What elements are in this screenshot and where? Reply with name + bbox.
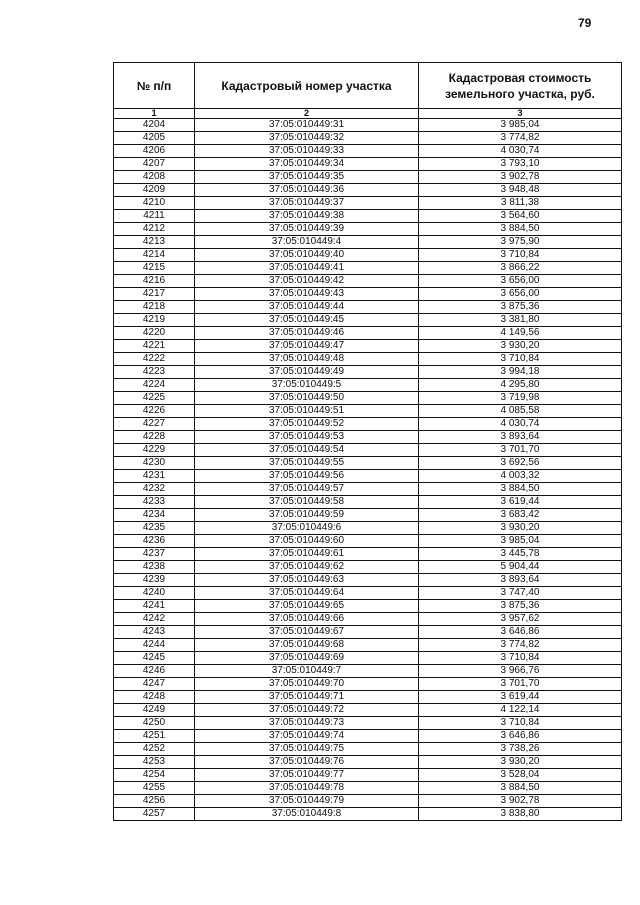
table-row xyxy=(114,756,622,769)
table-row xyxy=(114,704,622,717)
cadastral-value-cell: 3 719,98 xyxy=(419,392,622,405)
cadastral-value-cell: 3 838,80 xyxy=(419,808,622,821)
table-row xyxy=(114,496,622,509)
cadastral-value-cell: 3 985,04 xyxy=(419,535,622,548)
table-row xyxy=(114,405,622,418)
row-number-cell: 4222 xyxy=(114,353,195,366)
cadastral-number-cell: 37:05:010449:64 xyxy=(195,587,419,600)
row-number-cell: 4230 xyxy=(114,457,195,470)
table-row xyxy=(114,171,622,184)
table-row xyxy=(114,418,622,431)
row-number-cell: 4240 xyxy=(114,587,195,600)
table-row xyxy=(114,743,622,756)
table-row xyxy=(114,327,622,340)
table-row xyxy=(114,392,622,405)
cadastral-number-cell: 37:05:010449:79 xyxy=(195,795,419,808)
table-row xyxy=(114,561,622,574)
cadastral-value-cell: 3 701,70 xyxy=(419,678,622,691)
row-number-cell: 4242 xyxy=(114,613,195,626)
table-row xyxy=(114,652,622,665)
column-number: 2 xyxy=(195,109,419,119)
cadastral-number-cell: 37:05:010449:63 xyxy=(195,574,419,587)
table-row xyxy=(114,145,622,158)
cadastral-number-cell: 37:05:010449:60 xyxy=(195,535,419,548)
cadastral-value-cell: 3 710,84 xyxy=(419,652,622,665)
table-row xyxy=(114,535,622,548)
table-row xyxy=(114,522,622,535)
cadastral-number-cell: 37:05:010449:59 xyxy=(195,509,419,522)
row-number-cell: 4244 xyxy=(114,639,195,652)
table-row xyxy=(114,717,622,730)
cadastral-number-cell: 37:05:010449:42 xyxy=(195,275,419,288)
table-row xyxy=(114,444,622,457)
cadastral-number-cell: 37:05:010449:40 xyxy=(195,249,419,262)
row-number-cell: 4252 xyxy=(114,743,195,756)
table-row xyxy=(114,457,622,470)
cadastral-value-cell: 3 710,84 xyxy=(419,249,622,262)
cadastral-number-cell: 37:05:010449:70 xyxy=(195,678,419,691)
cadastral-number-cell: 37:05:010449:72 xyxy=(195,704,419,717)
cadastral-value-cell: 3 930,20 xyxy=(419,340,622,353)
cadastral-value-cell: 3 692,56 xyxy=(419,457,622,470)
table-row xyxy=(114,691,622,704)
row-number-cell: 4214 xyxy=(114,249,195,262)
cadastral-number-cell: 37:05:010449:74 xyxy=(195,730,419,743)
table-row xyxy=(114,275,622,288)
cadastral-value-cell: 4 030,74 xyxy=(419,418,622,431)
row-number-cell: 4213 xyxy=(114,236,195,249)
cadastral-value-cell: 3 710,84 xyxy=(419,717,622,730)
cadastral-value-cell: 3 884,50 xyxy=(419,782,622,795)
cadastral-number-cell: 37:05:010449:33 xyxy=(195,145,419,158)
row-number-cell: 4225 xyxy=(114,392,195,405)
row-number-cell: 4250 xyxy=(114,717,195,730)
cadastral-value-cell: 4 122,14 xyxy=(419,704,622,717)
cadastral-value-cell: 4 030,74 xyxy=(419,145,622,158)
cadastral-value-cell: 3 875,36 xyxy=(419,600,622,613)
cadastral-value-cell: 3 957,62 xyxy=(419,613,622,626)
cadastral-value-cell: 3 884,50 xyxy=(419,483,622,496)
cadastral-number-cell: 37:05:010449:55 xyxy=(195,457,419,470)
cadastral-value-cell: 3 646,86 xyxy=(419,730,622,743)
row-number-cell: 4211 xyxy=(114,210,195,223)
cadastral-number-cell: 37:05:010449:51 xyxy=(195,405,419,418)
cadastral-value-cell: 3 619,44 xyxy=(419,691,622,704)
row-number-cell: 4254 xyxy=(114,769,195,782)
cadastral-number-cell: 37:05:010449:62 xyxy=(195,561,419,574)
row-number-cell: 4219 xyxy=(114,314,195,327)
cadastral-number-cell: 37:05:010449:46 xyxy=(195,327,419,340)
cadastral-number-cell: 37:05:010449:49 xyxy=(195,366,419,379)
cadastral-number-cell: 37:05:010449:71 xyxy=(195,691,419,704)
cadastral-number-cell: 37:05:010449:75 xyxy=(195,743,419,756)
row-number-cell: 4207 xyxy=(114,158,195,171)
cadastral-number-cell: 37:05:010449:73 xyxy=(195,717,419,730)
table-row xyxy=(114,678,622,691)
cadastral-number-cell: 37:05:010449:58 xyxy=(195,496,419,509)
row-number-cell: 4224 xyxy=(114,379,195,392)
cadastral-number-cell: 37:05:010449:6 xyxy=(195,522,419,535)
cadastral-value-cell: 3 710,84 xyxy=(419,353,622,366)
cadastral-value-cell: 3 884,50 xyxy=(419,223,622,236)
cadastral-number-cell: 37:05:010449:5 xyxy=(195,379,419,392)
cadastral-number-cell: 37:05:010449:32 xyxy=(195,132,419,145)
row-number-cell: 4246 xyxy=(114,665,195,678)
row-number-cell: 4255 xyxy=(114,782,195,795)
cadastral-number-cell: 37:05:010449:38 xyxy=(195,210,419,223)
row-number-cell: 4217 xyxy=(114,288,195,301)
cadastral-value-cell: 3 866,22 xyxy=(419,262,622,275)
cadastral-value-cell: 3 893,64 xyxy=(419,431,622,444)
cadastral-value-cell: 3 656,00 xyxy=(419,288,622,301)
row-number-cell: 4216 xyxy=(114,275,195,288)
cadastral-number-cell: 37:05:010449:53 xyxy=(195,431,419,444)
cadastral-number-cell: 37:05:010449:39 xyxy=(195,223,419,236)
cadastral-value-cell: 4 003,32 xyxy=(419,470,622,483)
table-row xyxy=(114,431,622,444)
cadastral-value-cell: 3 930,20 xyxy=(419,756,622,769)
cadastral-value-cell: 4 295,80 xyxy=(419,379,622,392)
cadastral-value-cell: 3 738,26 xyxy=(419,743,622,756)
cadastral-number-cell: 37:05:010449:66 xyxy=(195,613,419,626)
cadastral-number-cell: 37:05:010449:41 xyxy=(195,262,419,275)
cadastral-number-cell: 37:05:010449:50 xyxy=(195,392,419,405)
cadastral-value-cell: 3 893,64 xyxy=(419,574,622,587)
cadastral-number-cell: 37:05:010449:43 xyxy=(195,288,419,301)
cadastral-value-cell: 4 149,56 xyxy=(419,327,622,340)
cadastral-value-cell: 3 994,18 xyxy=(419,366,622,379)
cadastral-number-cell: 37:05:010449:77 xyxy=(195,769,419,782)
page-number: 79 xyxy=(578,16,592,30)
cadastral-value-cell: 3 445,78 xyxy=(419,548,622,561)
row-number-cell: 4212 xyxy=(114,223,195,236)
row-number-cell: 4249 xyxy=(114,704,195,717)
cadastral-number-cell: 37:05:010449:36 xyxy=(195,184,419,197)
cadastral-number-cell: 37:05:010449:35 xyxy=(195,171,419,184)
cadastral-value-cell: 3 774,82 xyxy=(419,132,622,145)
cadastral-value-cell: 3 619,44 xyxy=(419,496,622,509)
table-row xyxy=(114,366,622,379)
table-row xyxy=(114,249,622,262)
table-row xyxy=(114,158,622,171)
row-number-cell: 4220 xyxy=(114,327,195,340)
cadastral-number-cell: 37:05:010449:57 xyxy=(195,483,419,496)
table-row xyxy=(114,665,622,678)
column-number: 1 xyxy=(114,109,195,119)
row-number-cell: 4243 xyxy=(114,626,195,639)
row-number-cell: 4251 xyxy=(114,730,195,743)
table-row xyxy=(114,639,622,652)
row-number-cell: 4233 xyxy=(114,496,195,509)
cadastral-number-cell: 37:05:010449:7 xyxy=(195,665,419,678)
cadastral-number-cell: 37:05:010449:37 xyxy=(195,197,419,210)
row-number-cell: 4223 xyxy=(114,366,195,379)
row-number-cell: 4227 xyxy=(114,418,195,431)
table-row xyxy=(114,262,622,275)
cadastral-value-cell: 3 793,10 xyxy=(419,158,622,171)
cadastral-number-cell: 37:05:010449:68 xyxy=(195,639,419,652)
row-number-cell: 4245 xyxy=(114,652,195,665)
table-row xyxy=(114,808,622,821)
table-row xyxy=(114,574,622,587)
table-row xyxy=(114,613,622,626)
row-number-cell: 4205 xyxy=(114,132,195,145)
cadastral-number-cell: 37:05:010449:47 xyxy=(195,340,419,353)
cadastral-value-cell: 3 381,80 xyxy=(419,314,622,327)
cadastral-number-cell: 37:05:010449:54 xyxy=(195,444,419,457)
cadastral-value-cell: 3 948,48 xyxy=(419,184,622,197)
row-number-cell: 4209 xyxy=(114,184,195,197)
table-row xyxy=(114,223,622,236)
header-number: № п/п xyxy=(114,63,195,109)
header-cadastral-number: Кадастровый номер участка xyxy=(195,63,419,109)
table-row xyxy=(114,509,622,522)
row-number-cell: 4228 xyxy=(114,431,195,444)
cadastral-number-cell: 37:05:010449:61 xyxy=(195,548,419,561)
row-number-cell: 4204 xyxy=(114,119,195,132)
table-row xyxy=(114,119,622,132)
table-row xyxy=(114,301,622,314)
cadastral-number-cell: 37:05:010449:48 xyxy=(195,353,419,366)
column-number-row xyxy=(114,109,622,119)
cadastral-value-cell: 3 747,40 xyxy=(419,587,622,600)
column-number: 3 xyxy=(419,109,622,119)
row-number-cell: 4234 xyxy=(114,509,195,522)
table-row xyxy=(114,795,622,808)
row-number-cell: 4237 xyxy=(114,548,195,561)
row-number-cell: 4215 xyxy=(114,262,195,275)
header-cadastral-value: Кадастровая стоимость земельного участка, руб. xyxy=(419,63,622,109)
table-row xyxy=(114,730,622,743)
cadastral-number-cell: 37:05:010449:45 xyxy=(195,314,419,327)
cadastral-value-cell: 3 985,04 xyxy=(419,119,622,132)
cadastral-table xyxy=(113,62,622,821)
row-number-cell: 4257 xyxy=(114,808,195,821)
cadastral-number-cell: 37:05:010449:52 xyxy=(195,418,419,431)
cadastral-number-cell: 37:05:010449:31 xyxy=(195,119,419,132)
row-number-cell: 4256 xyxy=(114,795,195,808)
row-number-cell: 4231 xyxy=(114,470,195,483)
cadastral-value-cell: 3 902,78 xyxy=(419,795,622,808)
cadastral-value-cell: 3 811,38 xyxy=(419,197,622,210)
cadastral-number-cell: 37:05:010449:78 xyxy=(195,782,419,795)
table-row xyxy=(114,470,622,483)
cadastral-value-cell: 5 904,44 xyxy=(419,561,622,574)
cadastral-number-cell: 37:05:010449:34 xyxy=(195,158,419,171)
cadastral-value-cell: 3 646,86 xyxy=(419,626,622,639)
cadastral-number-cell: 37:05:010449:67 xyxy=(195,626,419,639)
table-row xyxy=(114,626,622,639)
row-number-cell: 4208 xyxy=(114,171,195,184)
row-number-cell: 4253 xyxy=(114,756,195,769)
cadastral-number-cell: 37:05:010449:76 xyxy=(195,756,419,769)
row-number-cell: 4218 xyxy=(114,301,195,314)
table-row xyxy=(114,587,622,600)
header-row xyxy=(114,63,622,109)
cadastral-value-cell: 3 875,36 xyxy=(419,301,622,314)
table-row xyxy=(114,548,622,561)
cadastral-value-cell: 3 528,04 xyxy=(419,769,622,782)
row-number-cell: 4210 xyxy=(114,197,195,210)
cadastral-value-cell: 3 564,60 xyxy=(419,210,622,223)
row-number-cell: 4236 xyxy=(114,535,195,548)
cadastral-number-cell: 37:05:010449:8 xyxy=(195,808,419,821)
table-row xyxy=(114,197,622,210)
cadastral-value-cell: 3 902,78 xyxy=(419,171,622,184)
cadastral-value-cell: 3 966,76 xyxy=(419,665,622,678)
cadastral-value-cell: 3 683,42 xyxy=(419,509,622,522)
row-number-cell: 4241 xyxy=(114,600,195,613)
table-row xyxy=(114,210,622,223)
table-row xyxy=(114,236,622,249)
cadastral-value-cell: 4 085,58 xyxy=(419,405,622,418)
row-number-cell: 4206 xyxy=(114,145,195,158)
cadastral-value-cell: 3 930,20 xyxy=(419,522,622,535)
table-row xyxy=(114,314,622,327)
table-row xyxy=(114,379,622,392)
table-row xyxy=(114,353,622,366)
cadastral-value-cell: 3 656,00 xyxy=(419,275,622,288)
cadastral-number-cell: 37:05:010449:4 xyxy=(195,236,419,249)
table-row xyxy=(114,483,622,496)
row-number-cell: 4239 xyxy=(114,574,195,587)
row-number-cell: 4221 xyxy=(114,340,195,353)
table-row xyxy=(114,288,622,301)
table-row xyxy=(114,769,622,782)
table-row xyxy=(114,132,622,145)
cadastral-value-cell: 3 774,82 xyxy=(419,639,622,652)
row-number-cell: 4226 xyxy=(114,405,195,418)
row-number-cell: 4235 xyxy=(114,522,195,535)
cadastral-number-cell: 37:05:010449:65 xyxy=(195,600,419,613)
cadastral-number-cell: 37:05:010449:44 xyxy=(195,301,419,314)
row-number-cell: 4238 xyxy=(114,561,195,574)
row-number-cell: 4229 xyxy=(114,444,195,457)
row-number-cell: 4247 xyxy=(114,678,195,691)
cadastral-number-cell: 37:05:010449:69 xyxy=(195,652,419,665)
cadastral-number-cell: 37:05:010449:56 xyxy=(195,470,419,483)
table-row xyxy=(114,782,622,795)
table-row xyxy=(114,184,622,197)
cadastral-value-cell: 3 701,70 xyxy=(419,444,622,457)
table-row xyxy=(114,600,622,613)
cadastral-value-cell: 3 975,90 xyxy=(419,236,622,249)
row-number-cell: 4248 xyxy=(114,691,195,704)
table-body xyxy=(114,119,622,821)
table-row xyxy=(114,340,622,353)
row-number-cell: 4232 xyxy=(114,483,195,496)
